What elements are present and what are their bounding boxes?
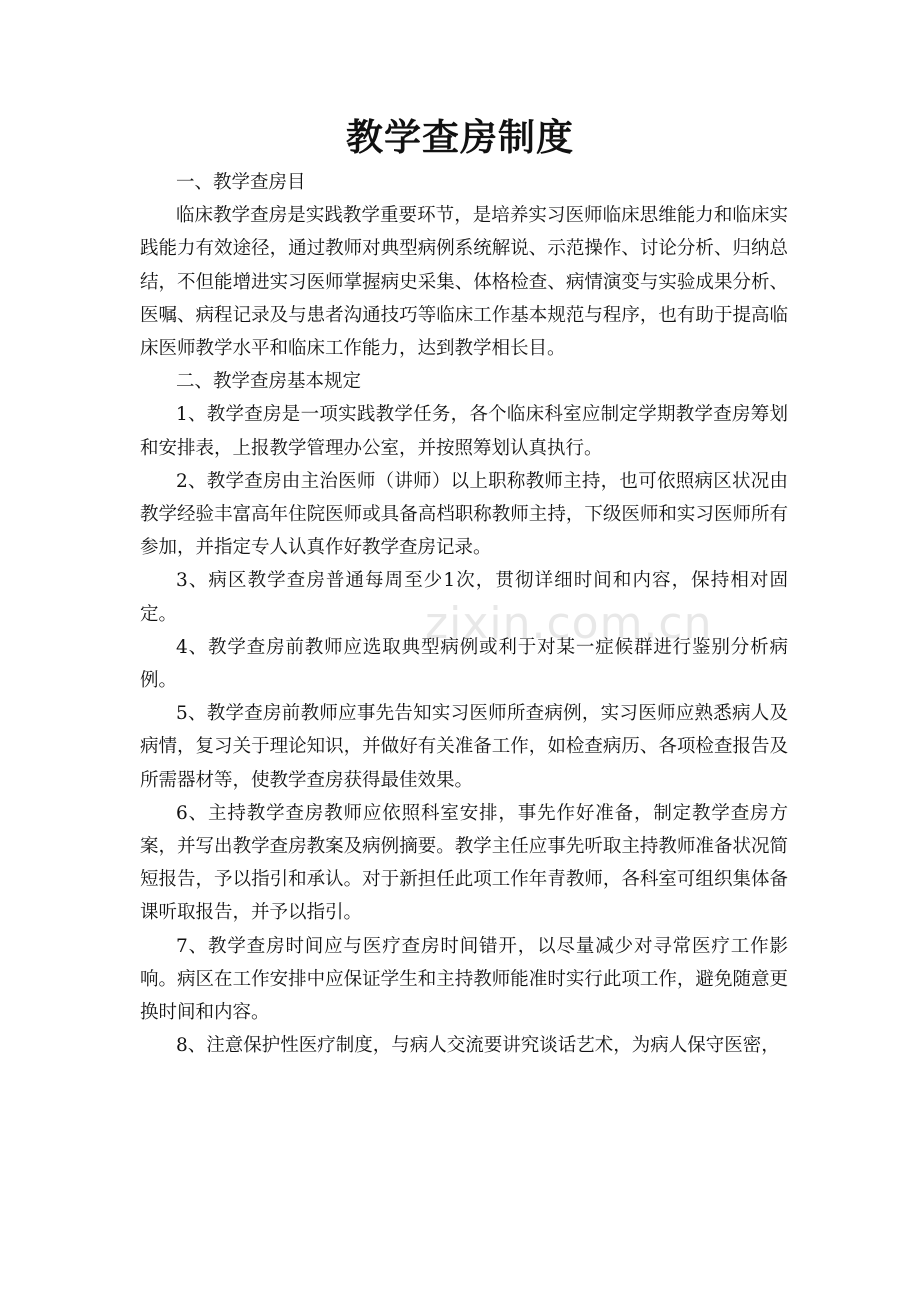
document-title: 教学查房制度 bbox=[346, 115, 574, 159]
rule-item-2: 2、教学查房由主治医师（讲师）以上职称教师主持，也可依照病区状况由教学经验丰富高年住院医师或具备高档职称教师主持，下级医师和实习医师所有参加，并指定专人认真作好教学查房记录。 bbox=[140, 470, 788, 559]
section-heading-rules: 二、教学查房基本规定 bbox=[176, 371, 362, 393]
rule-item-4: 4、教学查房前教师应选取典型病例或利于对某一症候群进行鉴别分析病例。 bbox=[140, 636, 788, 692]
rule-item-3: 3、病区教学查房普通每周至少1次，贯彻详细时间和内容，保持相对固定。 bbox=[140, 570, 788, 625]
rule-item-8: 8、注意保护性医疗制度，与病人交流要讲究谈话艺术，为病人保守医密， bbox=[176, 1035, 780, 1057]
site-watermark: zixin.com.cn bbox=[425, 598, 713, 649]
rule-item-7: 7、教学查房时间应与医疗查房时间错开，以尽量减少对寻常医疗工作影响。病区在工作安排中应保证学生和主持教师能准时实行此项工作，避免随意更换时间和内容。 bbox=[140, 935, 788, 1024]
section-heading-purpose: 一、教学查房目 bbox=[176, 172, 306, 193]
rule-item-6: 6、主持教学查房教师应依照科室安排，事先作好准备，制定教学查房方案，并写出教学查房教案及病例摘要。教学主任应事先听取主持教师准备状况简短报告，予以指引和承认。对于新担任此项工作年青教师，各科室可组织集体备课听取报告，并予以指引。 bbox=[140, 802, 788, 924]
paragraph-purpose: 临床教学查房是实践教学重要环节，是培养实习医师临床思维能力和临床实践能力有效途径，通过教师对典型病例系统解说、示范操作、讨论分析、归纳总结，不但能增进实习医师掌握病史采集、体格检查、病情演变与实验成果分析、医嘱、病程记录及与患者沟通技巧等临床工作基本规范与程序，也有助于提高临床医师教学水平和临床工作能力，达到教学相长目。 bbox=[140, 205, 788, 360]
rule-item-5: 5、教学查房前教师应事先告知实习医师所查病例，实习医师应熟悉病人及病情，复习关于理论知识，并做好有关准备工作，如检查病历、各项检查报告及所需器材等，使教学查房获得最佳效果。 bbox=[140, 703, 788, 791]
rule-item-1: 1、教学查房是一项实践教学任务，各个临床科室应制定学期教学查房筹划和安排表，上报教学管理办公室，并按照筹划认真执行。 bbox=[140, 404, 788, 459]
